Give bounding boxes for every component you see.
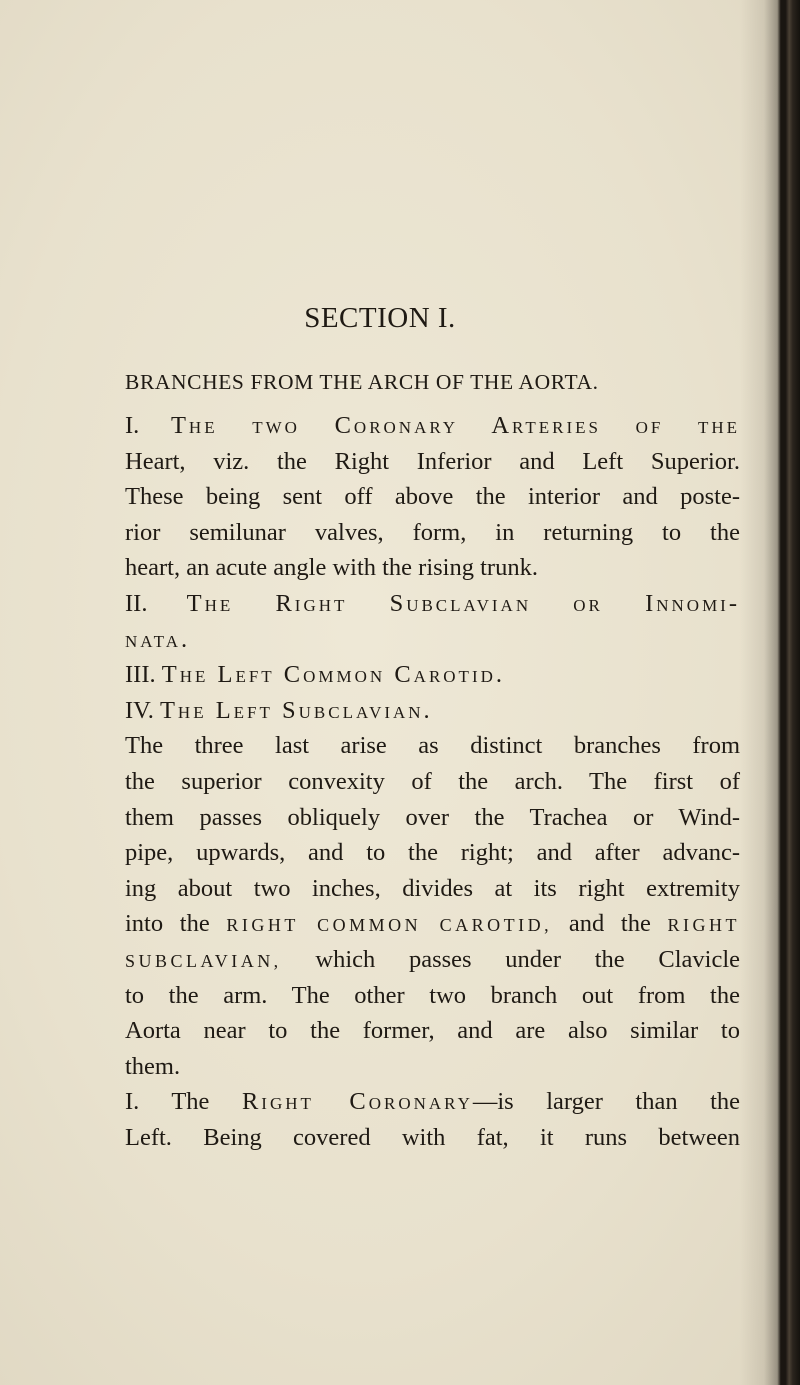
text-span: which passes under the Clavicle (315, 945, 741, 973)
text-line (125, 693, 740, 729)
text-line (125, 657, 740, 693)
text-line: heart, an acute angle with the rising trunk. (125, 554, 538, 582)
text-line: Heart, viz. the Right Inferior and Left Superior. (125, 447, 740, 475)
small-caps-heading: Right Coronary (241, 1088, 473, 1116)
text-line: Left. Being covered with fat, it runs between (125, 1123, 740, 1151)
section-heading: SECTION I. (304, 302, 456, 334)
small-caps-heading: The Right Subclavian or Innomi- (186, 589, 741, 617)
text-line: them passes obliquely over the Trachea or Wind- (125, 803, 740, 831)
text-line (125, 942, 740, 978)
text-span: into the (125, 910, 210, 938)
roman-numeral: III. (125, 661, 156, 689)
text-line: to the arm. The other two branch out from the (125, 981, 740, 1009)
text-span: I. The (125, 1088, 210, 1116)
small-caps-heading: The Left Common Carotid. (161, 661, 506, 689)
text-line (125, 408, 740, 444)
text-line: Aorta near to the former, and are also similar to (125, 1017, 740, 1045)
small-caps-heading: nata. (125, 625, 191, 653)
text-line: rior semilunar valves, form, in returning to the (125, 518, 740, 546)
text-span: —is larger than the (472, 1088, 741, 1116)
section-subtitle: BRANCHES FROM THE ARCH OF THE AORTA. (125, 370, 599, 394)
roman-numeral: II. (125, 589, 148, 617)
small-caps-term: RIGHT (667, 915, 740, 936)
text-line (125, 1084, 740, 1120)
text-line: pipe, upwards, and to the right; and after advanc- (125, 839, 740, 867)
text-line: them. (125, 1052, 181, 1080)
roman-numeral: IV. (125, 696, 154, 724)
book-spine-shadow (740, 0, 800, 1385)
roman-numeral: I. (125, 412, 140, 439)
small-caps-term: SUBCLAVIAN, (125, 950, 282, 971)
small-caps-heading: The two Coronary Arteries of the (170, 412, 741, 439)
text-line (125, 906, 740, 942)
text-line: The three last arise as distinct branches from (125, 732, 740, 760)
text-line (125, 586, 740, 622)
text-line (125, 622, 740, 658)
small-caps-heading: The Left Subclavian. (159, 696, 433, 724)
text-span: and the (568, 910, 651, 938)
body-text (125, 408, 740, 1155)
text-line: These being sent off above the interior and poste- (125, 483, 740, 511)
text-line: the superior convexity of the arch. The first of (125, 767, 740, 795)
small-caps-term: RIGHT COMMON CAROTID, (226, 915, 553, 936)
text-line: ing about two inches, divides at its right extremity (125, 874, 740, 902)
